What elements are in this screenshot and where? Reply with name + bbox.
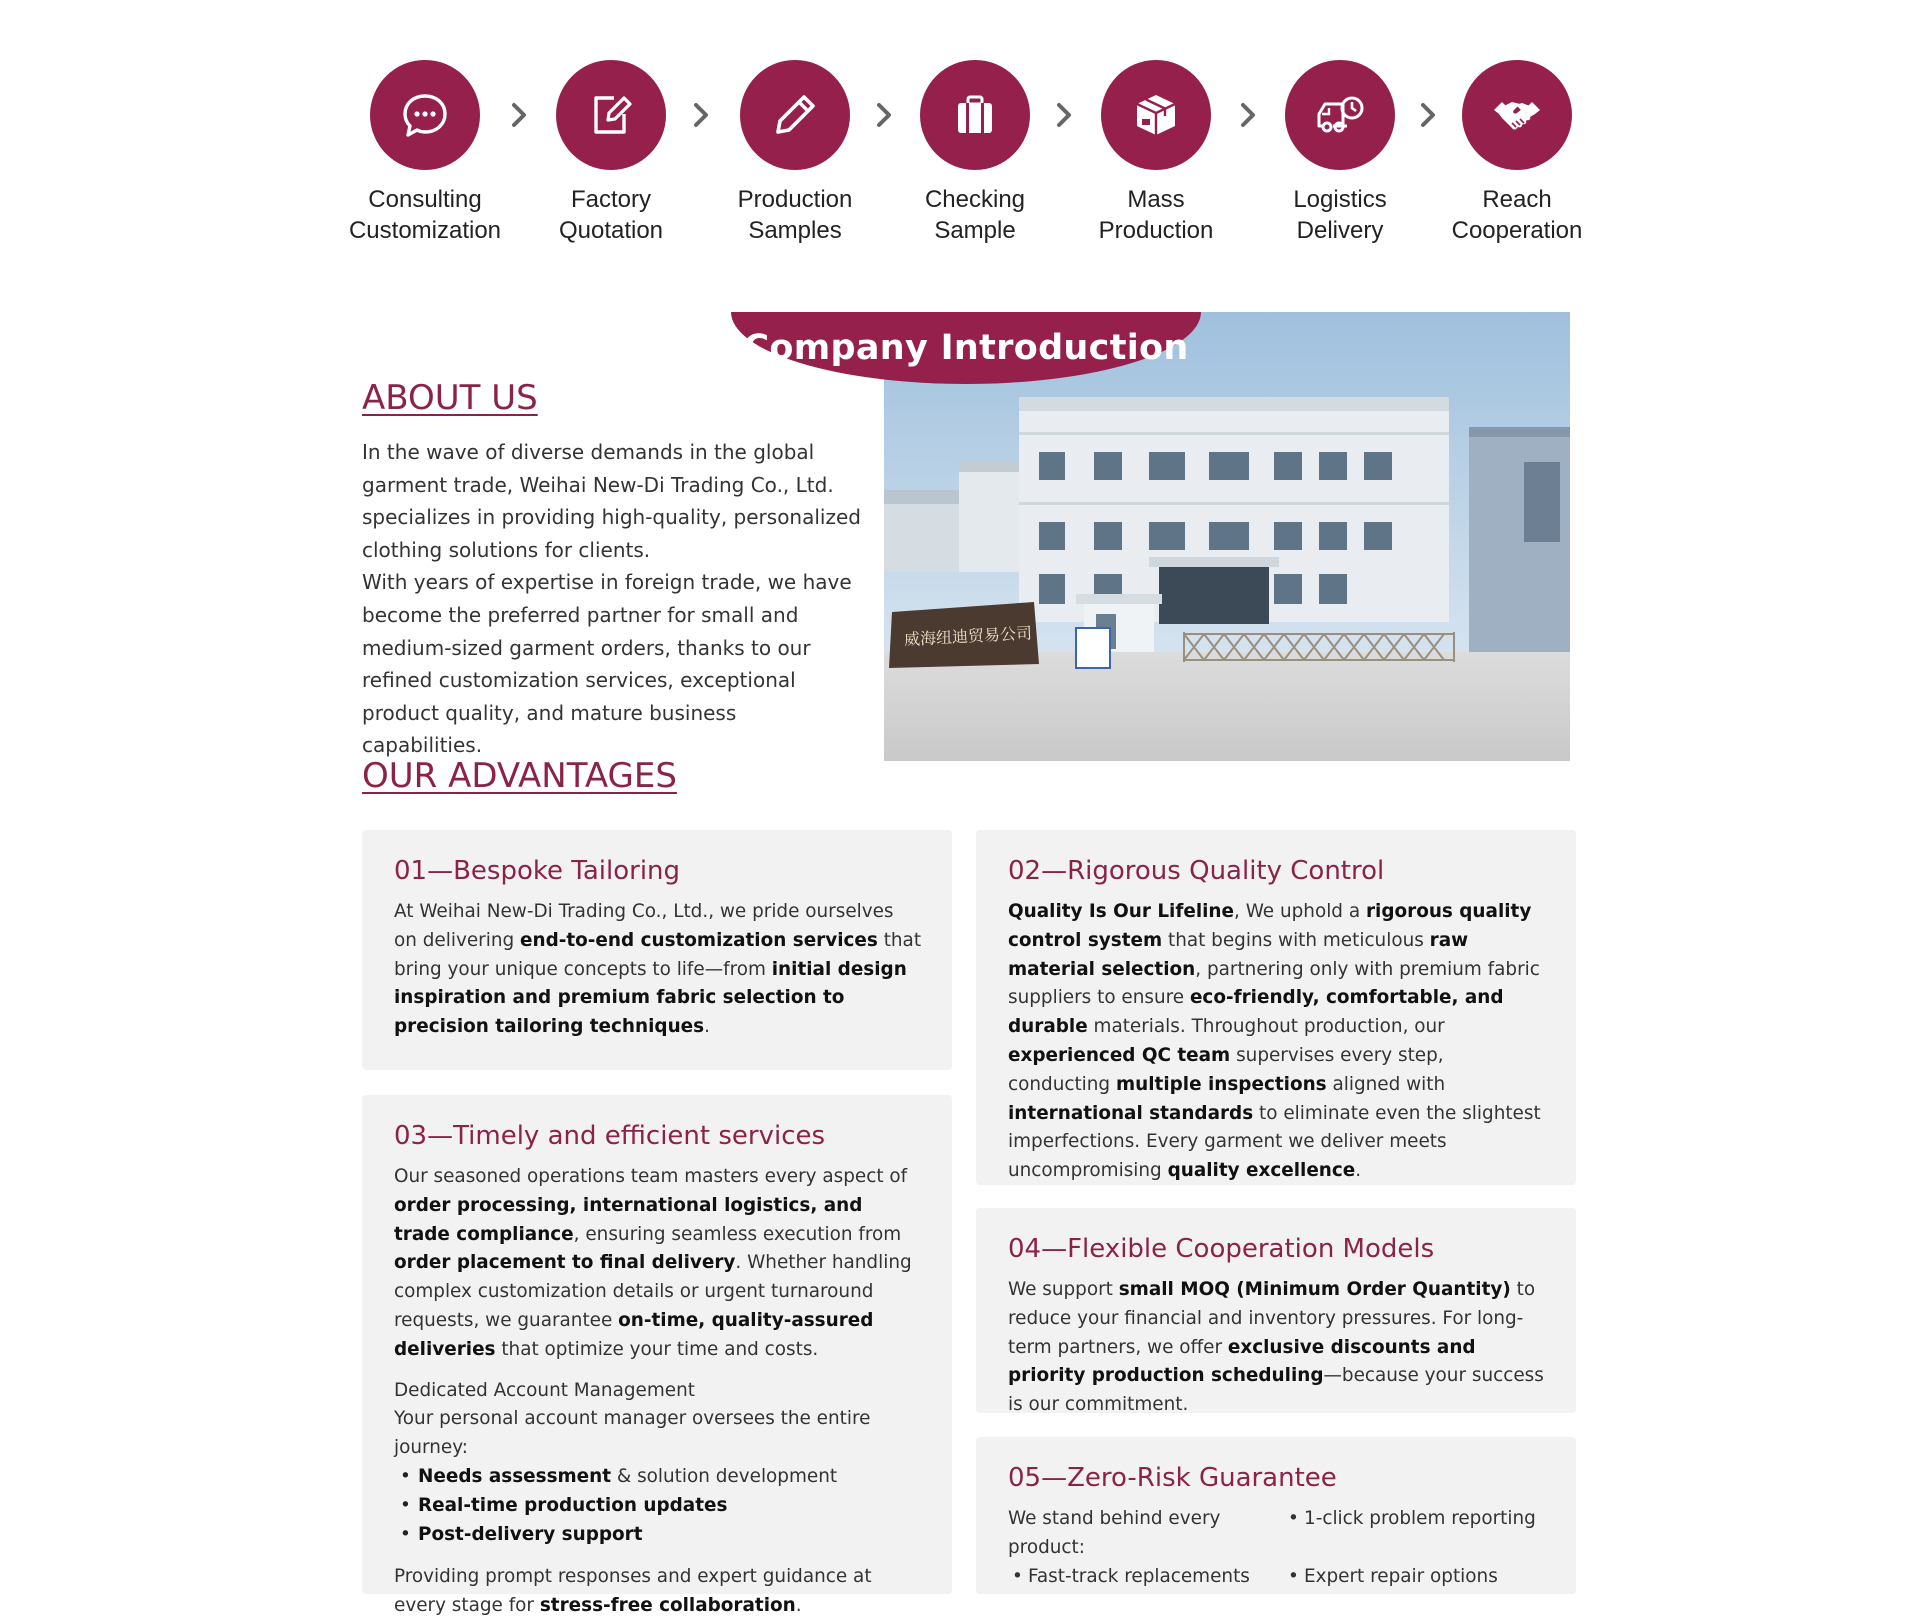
card-emphasis: on-time, quality-assured deliveries: [394, 1309, 874, 1360]
step-label-line2: Delivery: [1296, 217, 1384, 244]
step-label-line2: Quotation: [558, 217, 664, 244]
advantage-card-flexible-cooperation: [976, 1208, 1576, 1416]
card-text: We support: [1008, 1279, 1119, 1300]
chevron-right-icon: [869, 100, 899, 130]
card-emphasis: small MOQ (Minimum Order Quantity): [1118, 1279, 1511, 1300]
card-title: 04—Flexible Cooperation Models: [1008, 1234, 1435, 1264]
card-text: At Weihai New-Di Trading Co., Ltd., we pride ourselves on delivering: [394, 901, 894, 951]
card-text: , ensuring seamless execution from: [573, 1223, 902, 1245]
step-factory-quotation: [511, 60, 711, 246]
card-text: to reduce your financial and inventory pressures. For long-term partners, we offer: [1008, 1279, 1536, 1358]
step-mass-production: [1056, 60, 1256, 246]
list-item: [398, 1463, 922, 1492]
step-consulting-customization: [325, 60, 525, 246]
step-circle: [1101, 60, 1211, 170]
step-circle: [370, 60, 480, 170]
step-circle: [556, 60, 666, 170]
card-text: that begins with meticulous: [1162, 929, 1430, 951]
step-label-line1: Reach: [1482, 186, 1552, 213]
card-emphasis: Post-delivery support: [418, 1523, 643, 1545]
card-emphasis: end-to-end customization services: [520, 929, 878, 951]
step-label-line1: Logistics: [1293, 186, 1387, 213]
card-title: 01—Bespoke Tailoring: [394, 856, 681, 886]
card-text: . Whether handling complex customization details or urgent turnaround requests, we guarantee: [394, 1252, 912, 1331]
card-text: .: [704, 1016, 710, 1038]
list-item: [398, 1521, 922, 1550]
step-label-line2: Samples: [748, 217, 842, 244]
chevron-right-icon: [1049, 100, 1079, 130]
chevron-right-icon: [1233, 100, 1263, 130]
step-circle: [1285, 60, 1395, 170]
card-text: .: [1355, 1160, 1362, 1182]
chevron-right-icon: [1413, 100, 1443, 130]
card-text: —because your success is our commitment.: [1008, 1365, 1544, 1416]
card-emphasis: eco-friendly, comfortable, and durable: [1008, 987, 1504, 1038]
card-emphasis: initial design inspiration and premium fabric selection to precision tailoring techniques: [394, 958, 907, 1038]
card-emphasis: multiple inspections: [1115, 1073, 1327, 1095]
step-label-line2: Customization: [348, 217, 502, 244]
advantage-card-bespoke-tailoring: [362, 830, 952, 1070]
card-text: that optimize your time and costs.: [495, 1338, 819, 1360]
step-logistics-delivery: [1240, 60, 1440, 246]
card-text: Our seasoned operations team masters every aspect of: [394, 1166, 908, 1187]
step-label-line1: Consulting: [368, 186, 482, 213]
step-label-line2: Production: [1098, 217, 1214, 244]
list-item: • 1-click problem reporting: [1284, 1505, 1544, 1563]
step-checking-sample: [875, 60, 1075, 246]
card-title: 03—Timely and efficient services: [394, 1121, 826, 1151]
card-emphasis: Real-time production updates: [418, 1494, 728, 1516]
step-circle: [920, 60, 1030, 170]
card-text: to eliminate even the slightest imperfections. Every garment we deliver meets uncompromising: [1008, 1102, 1541, 1182]
advantage-card-quality-control: [976, 830, 1576, 1185]
step-label-line2: Cooperation: [1451, 217, 1583, 244]
card-body: [1008, 1505, 1546, 1591]
edit-document-icon: [584, 88, 638, 142]
card-body: [394, 1163, 922, 1365]
card-emphasis: stress-free collaboration: [539, 1595, 796, 1617]
about-us-text: [362, 436, 862, 762]
step-circle: [740, 60, 850, 170]
step-label-line1: Factory: [570, 186, 651, 213]
about-paragraph-1: In the wave of diverse demands in the global garment trade, Weihai New-Di Trading Co., Ltd. specializes in providing high-quality, personalized clothing solutions for clients.: [362, 440, 861, 562]
step-circle: [1462, 60, 1572, 170]
card-text: that bring your unique concepts to life—from: [394, 929, 922, 980]
step-label-line1: Checking: [924, 186, 1026, 213]
chevron-right-icon: [504, 100, 534, 130]
account-management-text: Your personal account manager oversees the entire journey:: [394, 1408, 871, 1459]
card-title: 05—Zero-Risk Guarantee: [1008, 1463, 1337, 1493]
card-text: .: [795, 1595, 802, 1617]
delivery-truck-icon: [1313, 88, 1367, 142]
account-management-list: [394, 1463, 922, 1549]
handshake-icon: [1490, 88, 1544, 142]
card-body: [1008, 898, 1546, 1186]
step-label-line2: Sample: [934, 217, 1016, 244]
list-item: • Expert repair options: [1284, 1563, 1544, 1592]
zero-risk-lead: We stand behind every product:: [1008, 1508, 1221, 1558]
card-emphasis: Needs assessment: [418, 1465, 612, 1487]
card-text: , partnering only with premium fabric suppliers to ensure: [1008, 958, 1540, 1009]
card-text: , We uphold a: [1234, 901, 1366, 922]
step-reach-cooperation: [1417, 60, 1617, 246]
step-label-line1: Mass: [1127, 186, 1185, 213]
card-emphasis: rigorous quality control system: [1008, 901, 1532, 951]
about-us-heading: ABOUT US: [362, 378, 538, 418]
card-text: & solution development: [611, 1465, 838, 1487]
card-emphasis: international standards: [1008, 1102, 1254, 1124]
package-box-icon: [1129, 88, 1183, 142]
card-emphasis: Quality Is Our Lifeline: [1008, 901, 1234, 922]
list-item: [398, 1492, 922, 1521]
card-emphasis: order processing, international logistics, and trade compliance: [394, 1194, 863, 1245]
chat-bubble-icon: [398, 88, 452, 142]
our-advantages-heading: OUR ADVANTAGES: [362, 756, 677, 796]
card-text: Providing prompt responses and expert guidance at every stage for: [394, 1566, 872, 1617]
card-emphasis: experienced QC team: [1008, 1044, 1231, 1066]
card-title: 02—Rigorous Quality Control: [1008, 856, 1385, 886]
card-body: [394, 898, 922, 1042]
advantage-card-zero-risk: [976, 1437, 1576, 1594]
about-paragraph-2: With years of expertise in foreign trade, we have become the preferred partner for small and medium-sized garment orders, thanks to our refined customization services, exceptional product quality, and mature business capabilities.: [362, 570, 852, 758]
card-text: materials. Throughout production, our: [1087, 1016, 1445, 1038]
card-emphasis: exclusive discounts and priority production scheduling: [1008, 1336, 1476, 1387]
card-emphasis: order placement to final delivery: [394, 1252, 736, 1274]
card-text: aligned with: [1326, 1073, 1446, 1095]
clipboard-icon: [948, 88, 1002, 142]
card-closing: [394, 1563, 922, 1621]
card-text: supervises every step, conducting: [1008, 1044, 1444, 1095]
step-production-samples: [695, 60, 895, 246]
account-management-heading: Dedicated Account Management: [394, 1379, 695, 1401]
card-emphasis: quality excellence: [1167, 1160, 1356, 1182]
list-item: • Fast-track replacements: [1008, 1563, 1284, 1592]
process-steps: [0, 60, 1920, 260]
card-body: [1008, 1276, 1546, 1420]
card-emphasis: raw material selection: [1008, 929, 1469, 980]
building-sign: 威海纽迪贸易公司: [903, 623, 1033, 650]
pencil-icon: [768, 88, 822, 142]
step-label-line1: Production: [737, 186, 853, 213]
advantage-card-timely-services: [362, 1095, 952, 1617]
chevron-right-icon: [686, 100, 716, 130]
company-introduction-title: Company Introduction: [743, 328, 1189, 368]
